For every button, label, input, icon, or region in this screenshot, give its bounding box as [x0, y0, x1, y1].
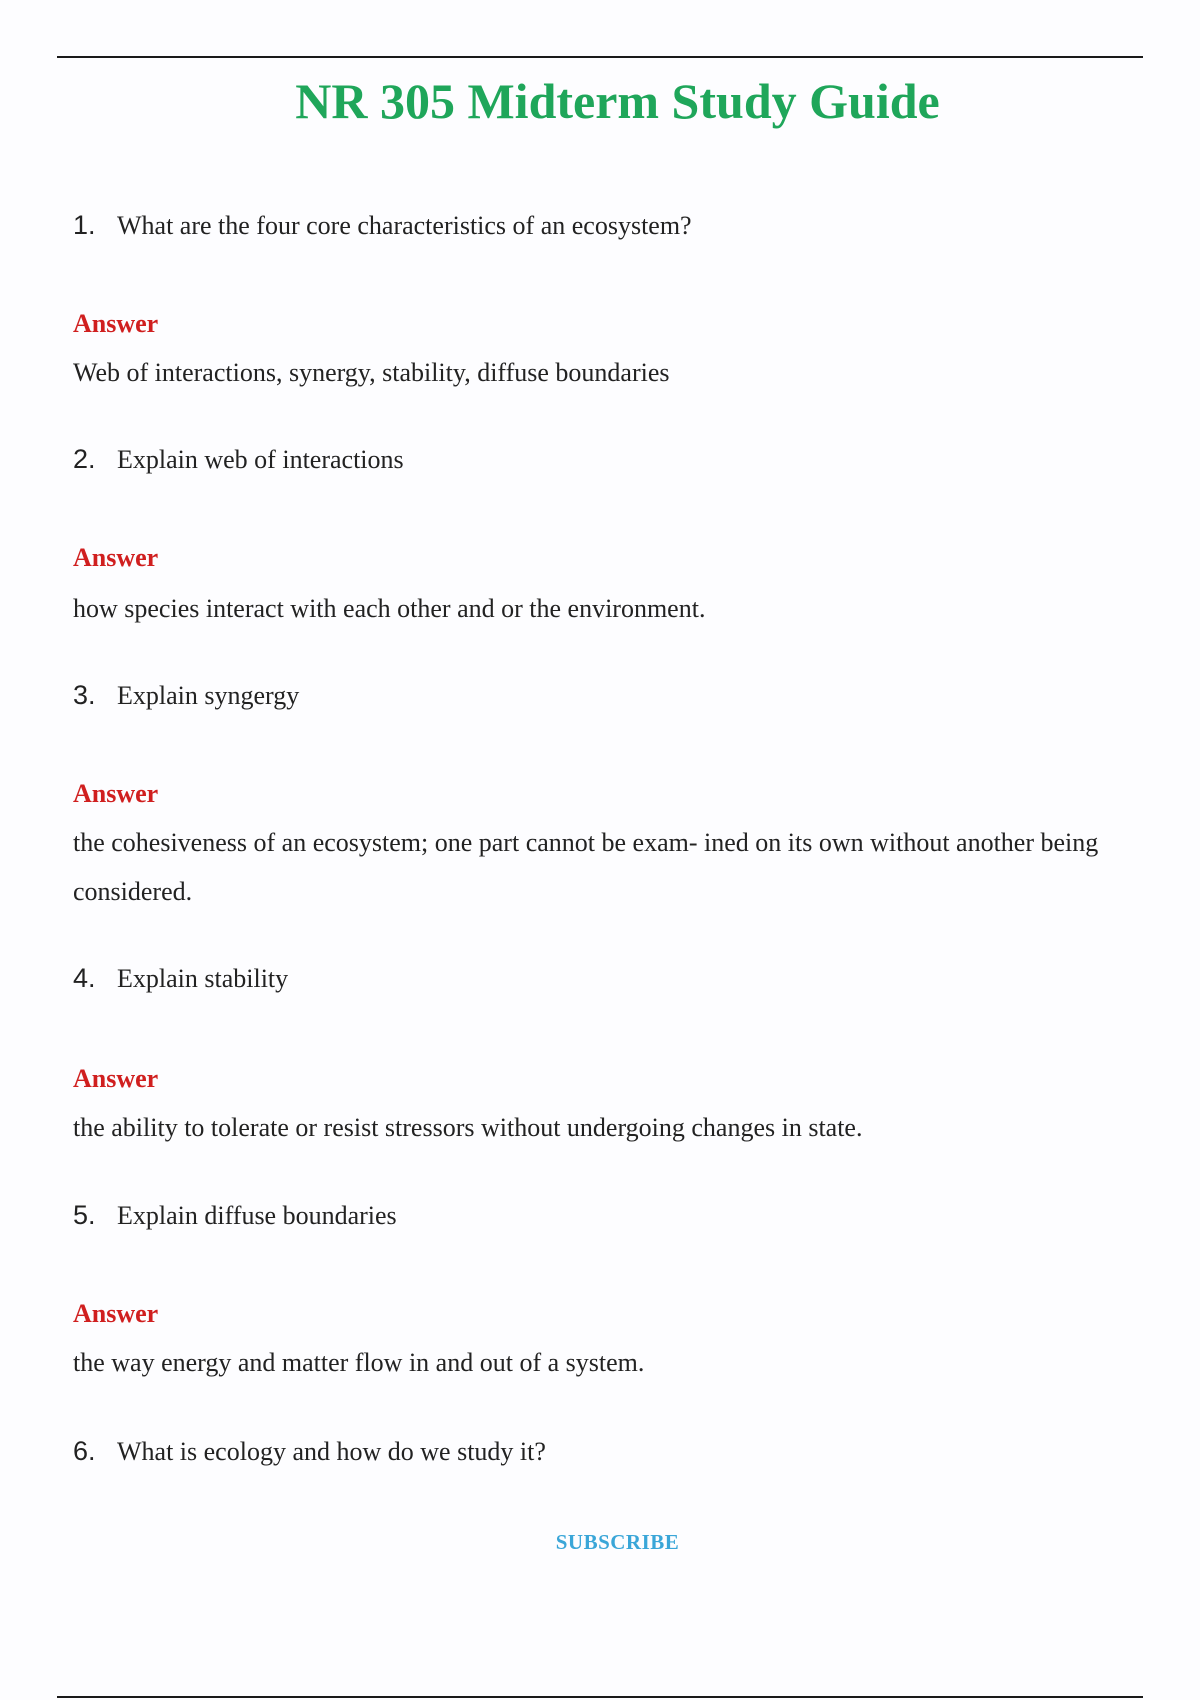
question-number: 1.	[73, 210, 96, 240]
top-divider	[57, 56, 1143, 58]
bottom-divider	[57, 1696, 1143, 1698]
question-text: Explain diffuse boundaries	[117, 1201, 397, 1230]
question-number: 5.	[73, 1200, 96, 1230]
subscribe-link[interactable]: SUBSCRIBE	[555, 1530, 680, 1554]
question-number: 3.	[73, 680, 96, 710]
answer-text-5: the way energy and matter flow in and out of a system.	[73, 1348, 645, 1377]
question-text: What are the four core characteristics of an ecosystem?	[117, 211, 692, 240]
question-3	[73, 680, 299, 711]
question-1	[73, 210, 692, 241]
question-2	[73, 444, 404, 475]
answer-text-1: Web of interactions, synergy, stability, diffuse boundaries	[73, 358, 670, 387]
question-text: Explain web of interactions	[117, 445, 404, 474]
answer-text-4: the ability to tolerate or resist stressors without undergoing changes in state.	[73, 1113, 863, 1142]
question-text: Explain syngergy	[117, 681, 300, 710]
question-number: 6.	[73, 1436, 96, 1466]
question-text: What is ecology and how do we study it?	[117, 1437, 546, 1466]
answer-text-2: how species interact with each other and or the environment.	[73, 594, 706, 623]
question-4	[73, 963, 288, 994]
answer-label-2: Answer	[73, 543, 159, 572]
answer-text-3: the cohesiveness of an ecosystem; one part cannot be exam- ined on its own without another being considered.	[73, 828, 1099, 906]
question-5	[73, 1200, 397, 1231]
answer-label-1: Answer	[73, 309, 159, 338]
question-number: 4.	[73, 963, 96, 993]
question-6	[73, 1436, 546, 1467]
answer-label-5: Answer	[73, 1299, 159, 1328]
answer-label-3: Answer	[73, 779, 159, 808]
answer-label-4: Answer	[73, 1064, 159, 1093]
question-number: 2.	[73, 444, 96, 474]
question-text: Explain stability	[117, 964, 289, 993]
page-title: NR 305 Midterm Study Guide	[295, 73, 940, 129]
